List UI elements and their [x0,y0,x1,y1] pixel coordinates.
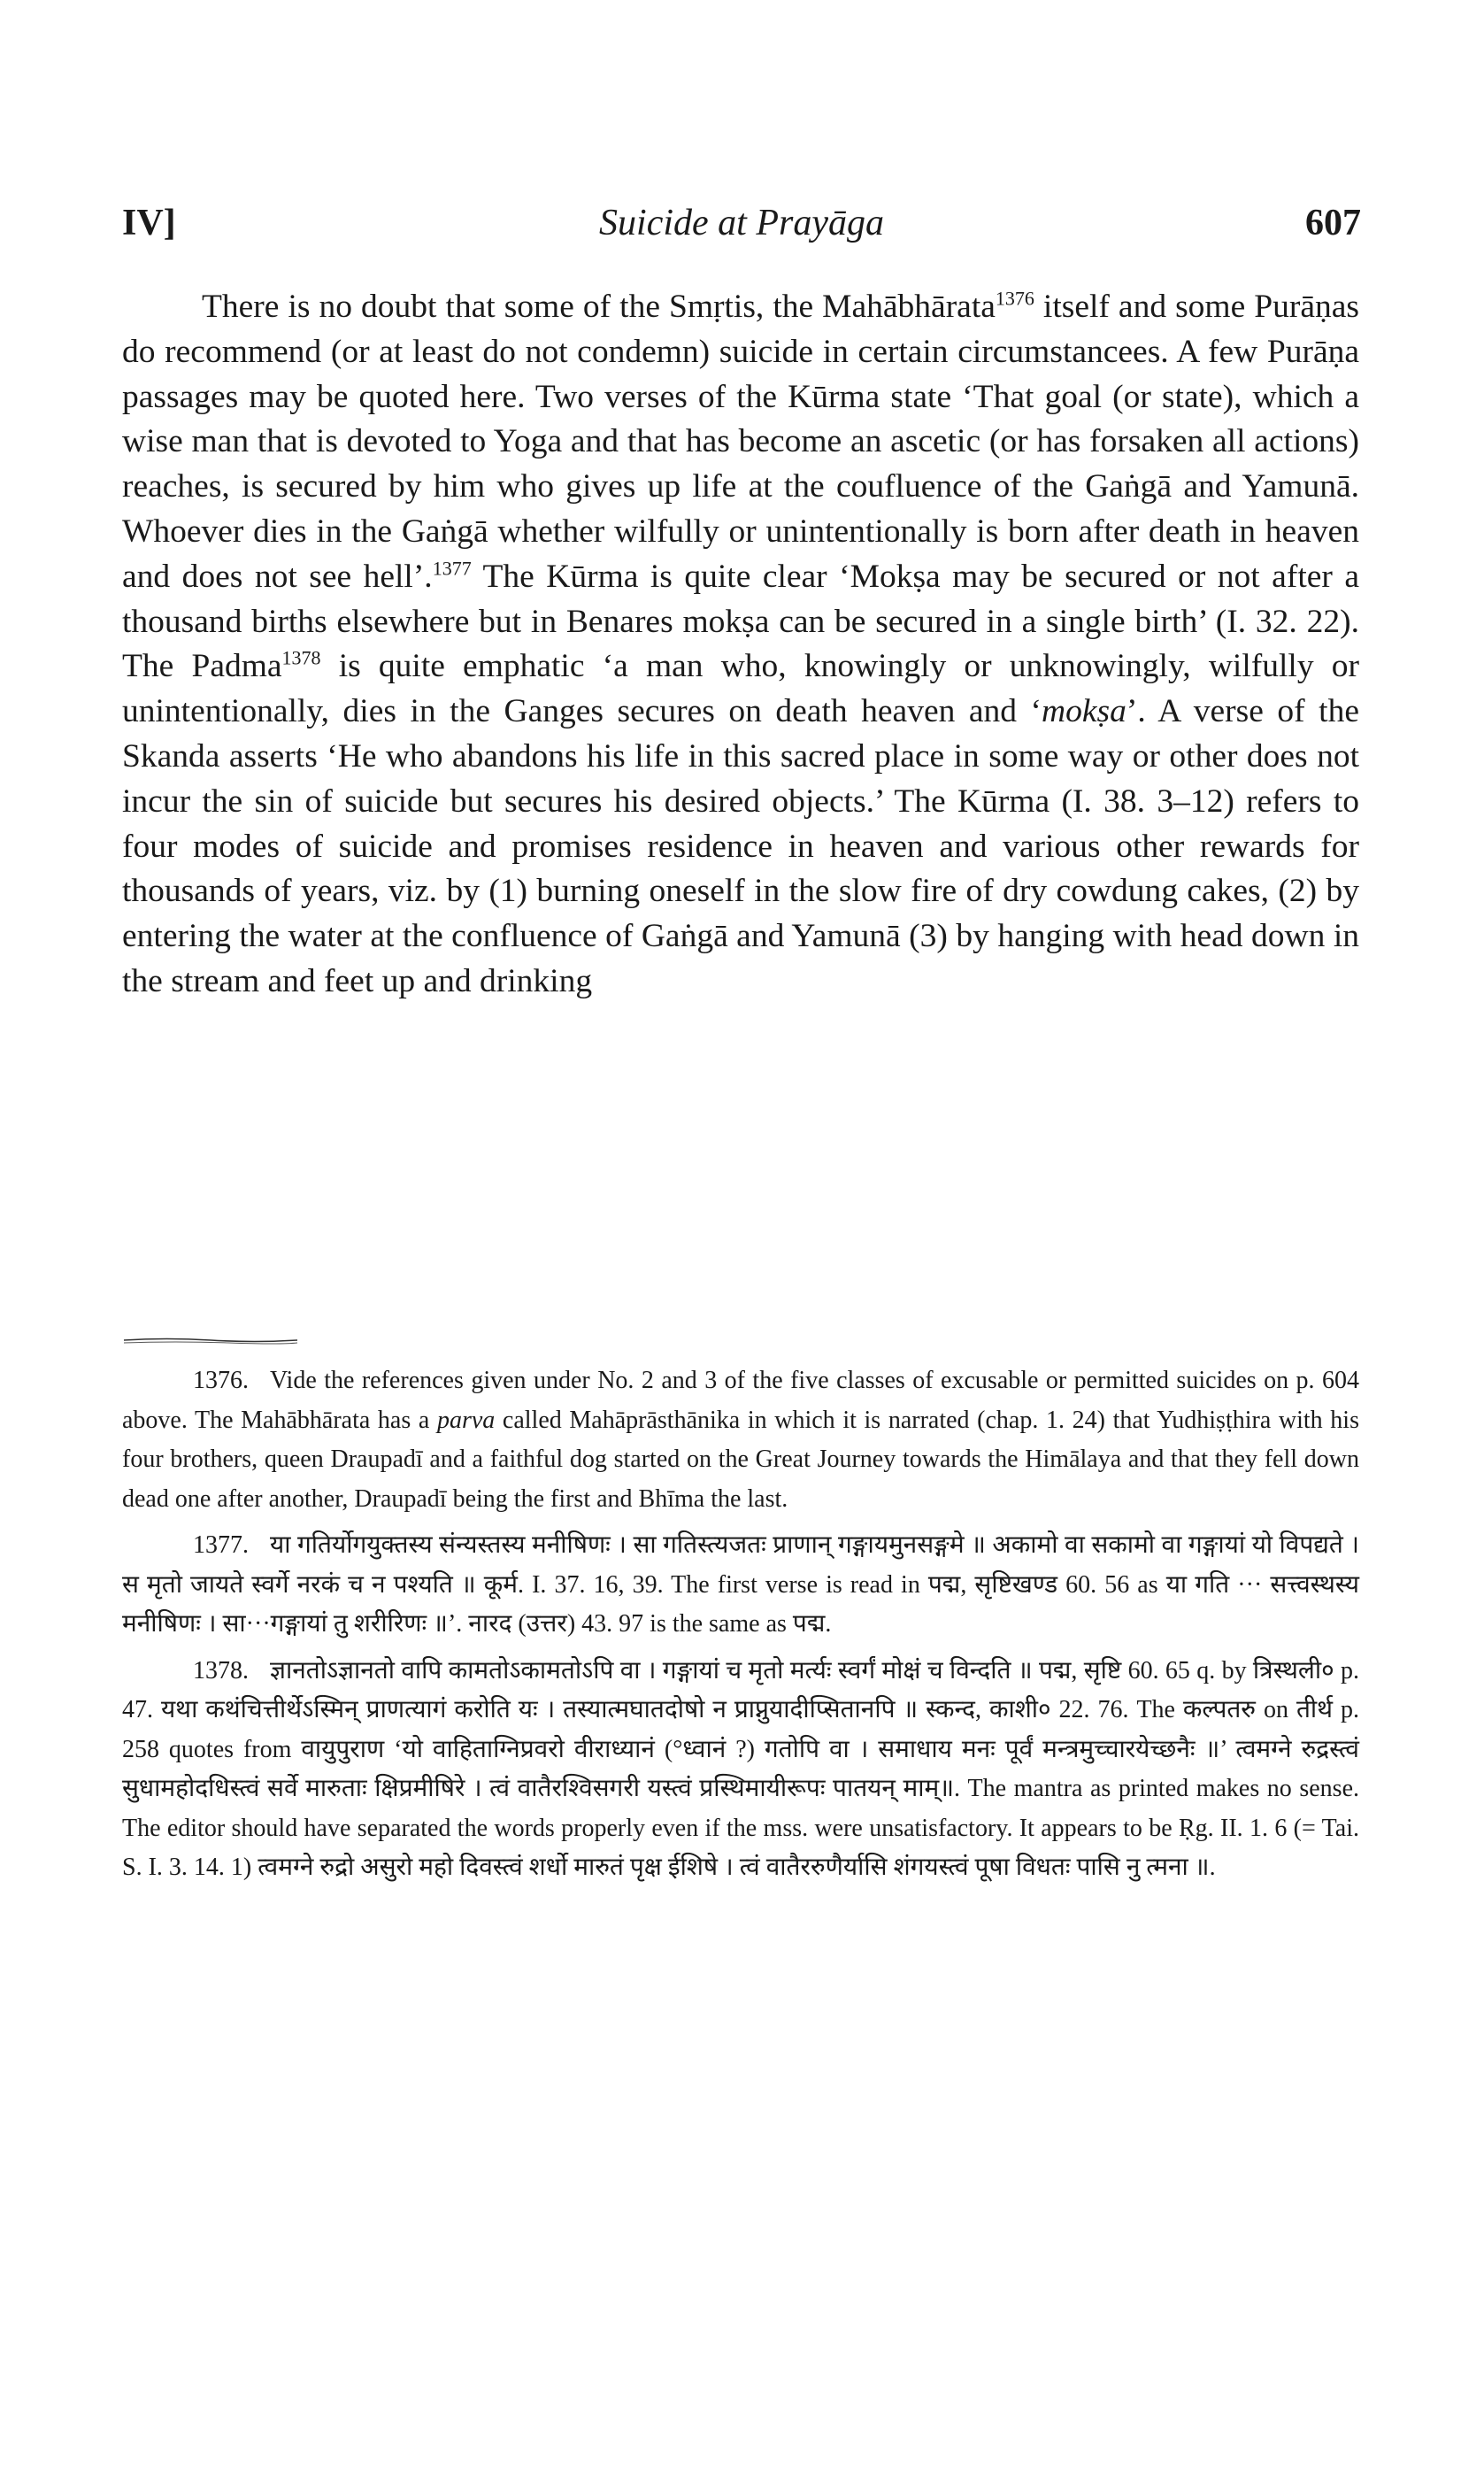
footnote-divider [122,1337,299,1345]
italic-term: mokṣa [1042,693,1126,730]
italic-term: parva [436,1406,496,1434]
footnotes [122,1361,1359,1895]
chapter-marker: IV] [122,203,176,243]
footnote-1377: 1377. या गतिर्योगयुक्तस्य संन्यस्तस्य मनीषिणः । सा गतिस्त्यजतः प्राणान् गङ्गायमुनसङ्गमे ॥ अकामो वा सकामो वा गङ्गायां यो विपद्यते । स मृतो जायते स्वर्गे नरकं च न पश्यति ॥ कूर्म. I. 37. 16, 39. The first verse is read in पद्म, सृष्टिखण्ड 60. 56 as या गति ··· सत्त्वस्थस्य मनीषिणः । सा···गङ्गायां तु शरीरिणः ॥’. नारद (उत्तर) 43. 97 is the same as पद्म. [122,1531,1359,1638]
footnote-number: 1377. [193,1531,249,1559]
body-paragraph: There is no doubt that some of the Smṛtis, the Mahābhārata$^{1376}$ itself and some Purāṇas do recommend (or at least do not condemn) suicide in certain circumstancees. A few Purāṇa passages may be quoted here. Two verses of the Kūrma state ‘That goal (or state), which a wise man that is devoted to Yoga and that has become an ascetic (or has forsaken all actions) reaches, is secured by him who gives up life at the coufluence of the Gaṅgā and Yamunā. Whoever dies in the Gaṅgā whether wilfully or unintentionally is born after death in heaven and does not see hell’.$^{1377}$ The Kūrma is quite clear ‘Mokṣa may be secured or not after a thousand births elsewhere but in Benares mokṣa can be secured in a single birth’ (I. 32. 22). The Padma$^{1378}$ is quite emphatic ‘a man who, knowingly or unknowingly, wilfully or unintentionally, dies in the Ganges secures on death heaven and ‘mokṣa’. A verse of the Skanda asserts ‘He who abandons his life in this sacred place in some way or other does not incur the sin of suicide but secures his desired objects.’ The Kūrma (I. 38. 3–12) refers to four modes of suicide and promises residence in heaven and various other rewards for thousands of years, viz. by (1) burning oneself in the slow fire of dry cowdung cakes, (2) by entering the water at the confluence of Gaṅgā and Yamunā (3) by hanging with head down in the stream and feet up and drinking [122,287,1359,999]
page-title: Suicide at Prayāga [599,203,884,243]
footnote-number: 1378. [193,1656,249,1684]
page-number: 607 [1305,203,1361,243]
footnote-ref-1376[interactable]: 1376 [995,287,1034,310]
footnote-1378: 1378. ज्ञानतोऽज्ञानतो वापि कामतोऽकामतोऽपि वा । गङ्गायां च मृतो मर्त्यः स्वर्गं मोक्षं च विन्दति ॥ पद्म, सृष्टि 60. 65 q. by त्रिस्थली० p. 47. यथा कथंचित्तीर्थेऽस्मिन् प्राणत्यागं करोति यः । तस्यात्मघातदोषो न प्राप्नुयादीप्सितानपि ॥ स्कन्द, काशी० 22. 76. The कल्पतरु on तीर्थ p. 258 quotes from वायुपुराण ‘यो वाहिताग्निप्रवरो वीराध्यानं (°ध्वानं ?) गतोपि वा । समाधाय मनः पूर्वं मन्त्रमुच्चारयेच्छनैः ॥’ त्वमग्ने रुद्रस्त्वं सुधामहोदधिस्त्वं सर्वे मारुताः क्षिप्रमीषिरे । त्वं वातैरश्विसगरी यस्त्वं प्रस्थिमायीरूपः पातयन् माम्॥. The mantra as printed makes no sense. The editor should have separated the words properly even if the mss. were unsatisfactory. It appears to be Ṛg. II. 1. 6 (= Tai. S. I. 3. 14. 1) त्वमग्ने रुद्रो असुरो महो दिवस्त्वं शर्धो मारुतं पृक्ष ईशिषे । त्वं वातैररुणैर्यासि शंगयस्त्वं पूषा विधतः पासि नु त्मना ॥. [122,1656,1359,1881]
footnote-ref-1377[interactable]: 1377 [432,557,472,580]
main-text [122,285,1359,1005]
footnote-ref-1378[interactable]: 1378 [281,646,321,669]
running-header [122,202,1361,255]
footnote-1376: 1376. Vide the references given under No. 2 and 3 of the five classes of excusable or permitted suicides on p. 604 above. The Mahābhārata has a parva called Mahāprāsthānika in which it is narrated (chap. 1. 24) that Yudhiṣṭhira with his four brothers, queen Draupadī and a faithful dog started on the Great Journey towards the Himālaya and that they fell down dead one after another, Draupadī being the first and Bhīma the last. [122,1367,1359,1513]
footnote-number: 1376. [193,1367,249,1394]
